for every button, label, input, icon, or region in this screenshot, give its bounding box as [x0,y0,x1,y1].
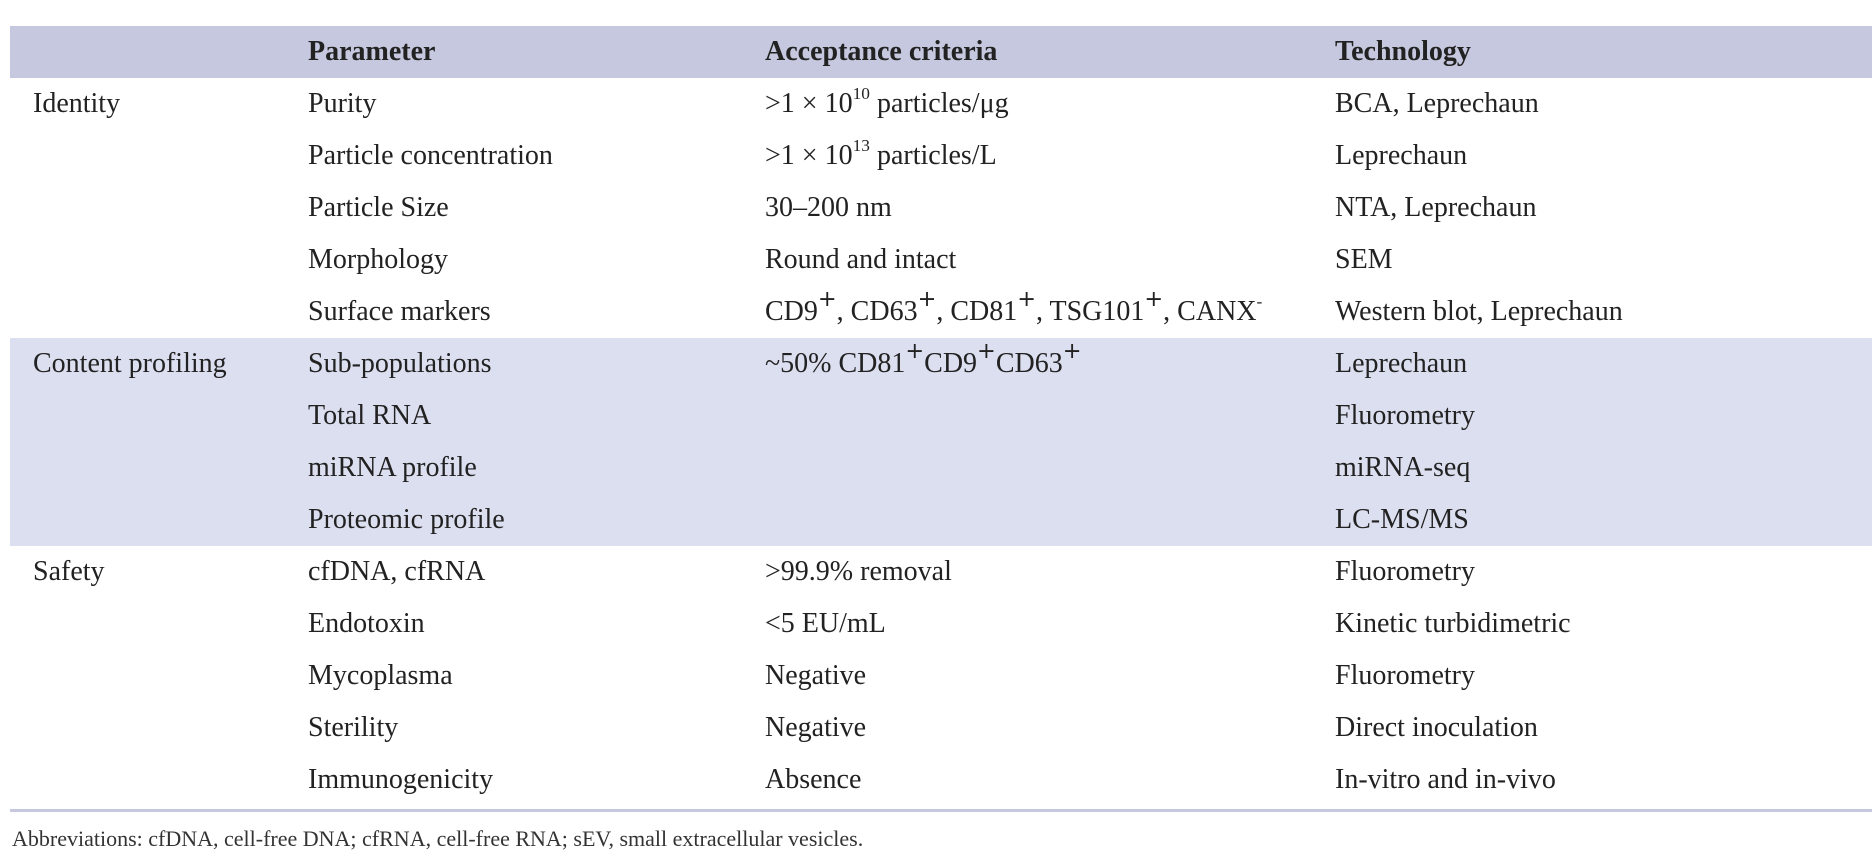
technology-cell: Fluorometry [1335,556,1475,587]
parameter-cell: Total RNA [308,400,432,431]
criteria-cell: ~50% CD81+CD9+CD63+ [765,338,1082,379]
table-row [10,702,1872,754]
parameter-cell: Sub-populations [308,348,492,379]
technology-cell: Western blot, Leprechaun [1335,296,1623,327]
technology-cell: In-vitro and in-vivo [1335,764,1556,795]
technology-cell: Fluorometry [1335,400,1475,431]
table-row [10,286,1872,338]
technology-cell: miRNA-seq [1335,452,1471,483]
technology-cell: Kinetic turbidimetric [1335,608,1571,639]
criteria-table [10,26,1872,806]
criteria-cell: <5 EU/mL [765,608,886,639]
group-label: Identity [33,88,121,119]
criteria-cell: Negative [765,660,867,691]
technology-cell: Leprechaun [1335,140,1468,171]
table-row [10,390,1872,442]
table-row [10,598,1872,650]
criteria-cell: $>1 \times 10^{10}$ particles/μg [765,84,1009,119]
parameter-cell: miRNA profile [308,452,477,483]
technology-cell: Direct inoculation [1335,712,1538,743]
header-parameter: Parameter [308,36,436,67]
technology-cell: LC-MS/MS [1335,504,1469,535]
parameter-cell: Mycoplasma [308,660,453,691]
table-row [10,546,1872,598]
header-acceptance-criteria: Acceptance criteria [765,36,998,67]
parameter-cell: Particle concentration [308,140,553,171]
parameter-cell: Immunogenicity [308,764,494,795]
table-header-row [10,26,1872,78]
parameter-cell: Surface markers [308,296,491,327]
technology-cell: BCA, Leprechaun [1335,88,1539,119]
parameter-cell: Sterility [308,712,399,743]
technology-cell: NTA, Leprechaun [1335,192,1537,223]
criteria-cell: Negative [765,712,867,743]
group-label: Content profiling [33,348,227,379]
header-technology: Technology [1335,36,1471,67]
criteria-cell: Absence [765,764,862,795]
parameter-cell: Morphology [308,244,448,275]
criteria-cell: CD9+, CD63+, CD81+, TSG101+, CANX- [765,286,1263,327]
technology-cell: Fluorometry [1335,660,1475,691]
table-bottom-rule [10,809,1872,812]
table-row [10,78,1872,130]
table-row [10,338,1872,390]
group-label: Safety [33,556,105,587]
table-row [10,234,1872,286]
parameter-cell: Proteomic profile [308,504,505,535]
technology-cell: Leprechaun [1335,348,1468,379]
criteria-cell: Round and intact [765,244,957,275]
table-footnote: Abbreviations: cfDNA, cell-free DNA; cfRNA, cell-free RNA; sEV, small extracellular vesicles. [12,826,864,851]
table-row [10,442,1872,494]
criteria-cell: 30–200 nm [765,192,892,223]
table-row [10,130,1872,182]
table-row [10,494,1872,546]
technology-cell: SEM [1335,244,1393,275]
parameter-cell: Endotoxin [308,608,425,639]
parameter-cell: Particle Size [308,192,449,223]
table-row [10,182,1872,234]
parameter-cell: Purity [308,88,377,119]
criteria-cell: $>1 \times 10^{13}$ particles/L [765,136,997,171]
parameter-cell: cfDNA, cfRNA [308,556,486,587]
table-row [10,754,1872,806]
criteria-cell: >99.9% removal [765,556,952,587]
table-row [10,650,1872,702]
